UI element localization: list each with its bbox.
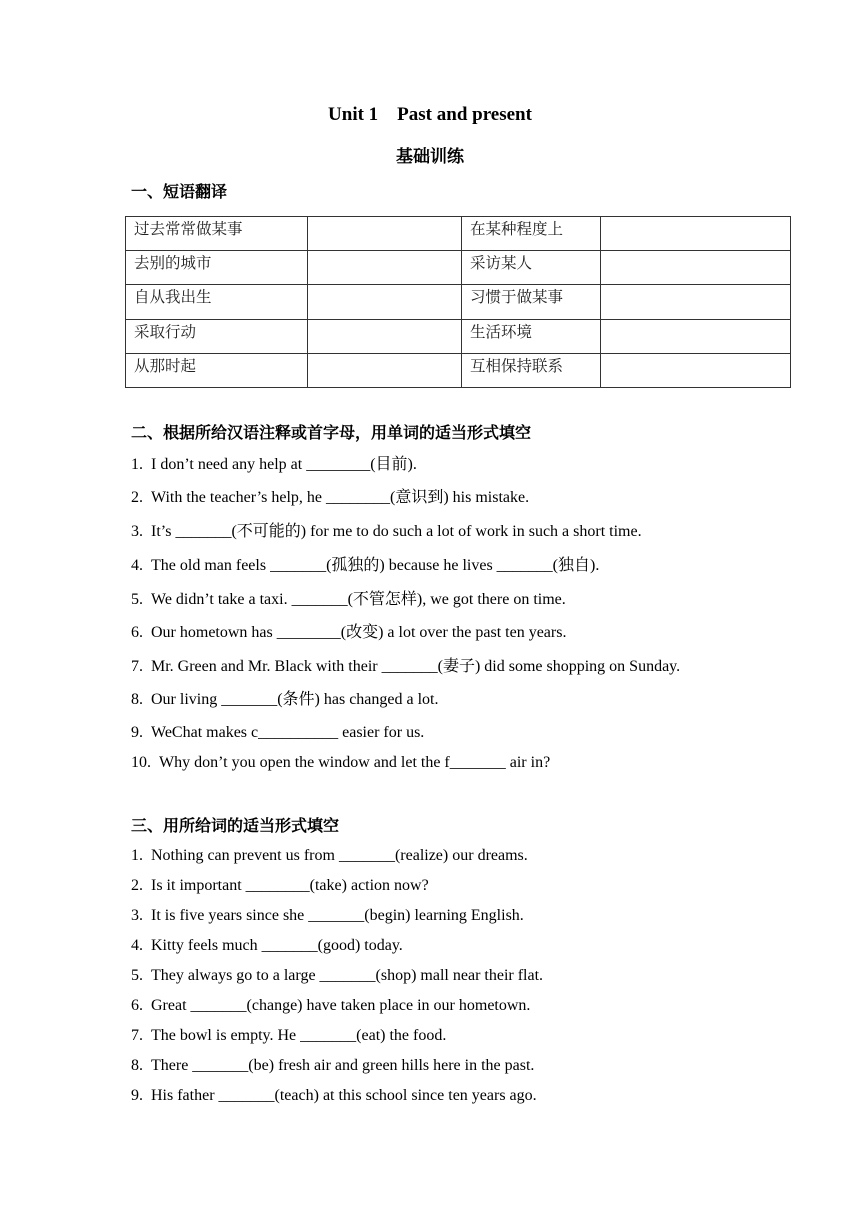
question-number: 8. (131, 691, 143, 708)
question-text: I don’t need any help at ________(目前). (151, 456, 417, 473)
question-text: It is five years since she _______(begin) learning English. (151, 907, 524, 924)
question-item (131, 488, 529, 508)
question-text: Mr. Green and Mr. Black with their _______(妻子) did some shopping on Sunday. (151, 658, 681, 675)
question-item (131, 876, 429, 896)
question-item (131, 623, 566, 643)
phrase-cell: 采取行动 (126, 319, 308, 353)
question-item (131, 690, 439, 710)
question-item (131, 846, 528, 866)
question-text: There _______(be) fresh air and green hills here in the past. (151, 1057, 535, 1074)
question-item (131, 966, 543, 986)
answer-cell[interactable] (601, 251, 791, 285)
phrase-cell: 去别的城市 (126, 251, 308, 285)
section3-heading: 三、用所给词的适当形式填空 (131, 816, 340, 835)
answer-cell[interactable] (601, 319, 791, 353)
phrase-cell: 从那时起 (126, 353, 308, 387)
question-text: Great _______(change) have taken place in our hometown. (151, 997, 531, 1014)
question-text: It’s _______(不可能的) for me to do such a lot of work in such a short time. (151, 523, 642, 540)
question-item (131, 1026, 446, 1046)
question-item (131, 1056, 534, 1076)
answer-cell[interactable] (308, 285, 462, 319)
table-row (126, 285, 791, 319)
answer-cell[interactable] (601, 285, 791, 319)
question-text: Is it important ________(take) action now? (151, 877, 429, 894)
table-row (126, 319, 791, 353)
question-number: 6. (131, 997, 143, 1014)
question-number: 8. (131, 1057, 143, 1074)
question-number: 4. (131, 937, 143, 954)
question-text: Why don’t you open the window and let the f_______ air in? (159, 754, 551, 771)
answer-cell[interactable] (308, 217, 462, 251)
phrase-cell: 互相保持联系 (462, 353, 601, 387)
question-number: 5. (131, 591, 143, 608)
question-text: Kitty feels much _______(good) today. (151, 937, 403, 954)
question-text: They always go to a large _______(shop) mall near their flat. (151, 967, 544, 984)
phrase-cell: 习惯于做某事 (462, 285, 601, 319)
answer-cell[interactable] (308, 251, 462, 285)
question-number: 4. (131, 557, 143, 574)
answer-cell[interactable] (308, 319, 462, 353)
question-text: With the teacher’s help, he ________(意识到) his mistake. (151, 489, 530, 506)
question-item (131, 522, 642, 542)
question-item (131, 1086, 537, 1106)
question-text: The old man feels _______(孤独的) because he lives _______(独自). (151, 557, 600, 574)
question-text: His father _______(teach) at this school since ten years ago. (151, 1087, 537, 1104)
table-row (126, 353, 791, 387)
question-number: 1. (131, 456, 143, 473)
section2-heading: 二、根据所给汉语注释或首字母，用单词的适当形式填空 (131, 423, 532, 442)
question-number: 2. (131, 877, 143, 894)
question-item (131, 936, 403, 956)
question-number: 2. (131, 489, 143, 506)
question-item (131, 455, 417, 475)
question-text: Our living _______(条件) has changed a lot. (151, 691, 439, 708)
answer-cell[interactable] (308, 353, 462, 387)
question-number: 10. (131, 754, 151, 771)
question-item (131, 906, 524, 926)
question-number: 6. (131, 624, 143, 641)
question-text: We didn’t take a taxi. _______(不管怎样), we got there on time. (151, 591, 566, 608)
answer-cell[interactable] (601, 217, 791, 251)
document-subtitle: 基础训练 (396, 147, 464, 167)
question-number: 9. (131, 1087, 143, 1104)
question-number: 7. (131, 1027, 143, 1044)
question-number: 7. (131, 658, 143, 675)
table-row (126, 251, 791, 285)
answer-cell[interactable] (601, 353, 791, 387)
phrase-cell: 过去常常做某事 (126, 217, 308, 251)
phrase-cell: 生活环境 (462, 319, 601, 353)
question-item (131, 556, 599, 576)
question-item (131, 657, 680, 677)
question-text: Nothing can prevent us from _______(realize) our dreams. (151, 847, 528, 864)
question-number: 1. (131, 847, 143, 864)
phrase-translation-table (125, 216, 791, 388)
document-title: Unit 1 Past and present (328, 104, 532, 125)
table-row (126, 217, 791, 251)
phrase-cell: 在某种程度上 (462, 217, 601, 251)
question-number: 3. (131, 907, 143, 924)
question-text: WeChat makes c__________ easier for us. (151, 724, 425, 741)
question-item (131, 753, 550, 773)
question-item (131, 996, 530, 1016)
question-number: 3. (131, 523, 143, 540)
question-text: Our hometown has ________(改变) a lot over the past ten years. (151, 624, 567, 641)
question-item (131, 590, 566, 610)
phrase-cell: 自从我出生 (126, 285, 308, 319)
section1-heading: 一、短语翻译 (131, 182, 228, 201)
question-number: 5. (131, 967, 143, 984)
question-item (131, 723, 424, 743)
question-text: The bowl is empty. He _______(eat) the food. (151, 1027, 447, 1044)
question-number: 9. (131, 724, 143, 741)
phrase-cell: 采访某人 (462, 251, 601, 285)
